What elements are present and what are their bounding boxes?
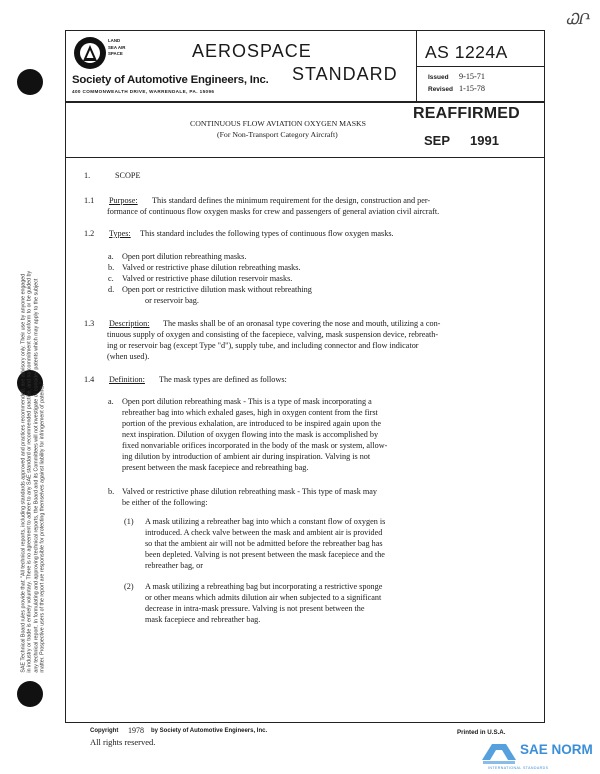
section-number: 1.4 — [84, 375, 95, 384]
paragraph-line: present between the mask facepiece and rebreathing bag. — [122, 463, 309, 472]
paragraph-line: decrease in intra-mask pressure. Valving is not present between the — [145, 604, 365, 613]
issued-label: Issued — [428, 74, 449, 81]
title-standard: STANDARD — [292, 64, 398, 84]
list-marker: d. — [108, 285, 115, 294]
rights-reserved: All rights reserved. — [90, 737, 156, 747]
side-notice — [20, 133, 45, 673]
section-number: 1.3 — [84, 319, 95, 328]
sae-logo — [73, 36, 107, 70]
doc-subtitle: (For Non-Transport Category Aircraft) — [217, 130, 338, 139]
copyright-year: 1978 — [128, 726, 144, 735]
paragraph-line: or other means which admits dilution air when subjected to a significant — [145, 593, 382, 602]
section-label: Definition: — [109, 375, 145, 384]
society-name: Society of Automotive Engineers, Inc. — [72, 74, 269, 86]
sub-list-marker: (1) — [124, 517, 134, 526]
list-item-continuation: or reservoir bag. — [145, 296, 199, 305]
side-notice-line: matter. Prospective users of the report are responsible for protecting themselves against liability for infringement of patents." — [39, 382, 46, 673]
paragraph-line: mask facepiece and rebreather bag. — [145, 615, 261, 624]
handwritten-mark: ᏇՐ — [566, 12, 591, 28]
reaffirmed-year: 1991 — [470, 133, 499, 148]
title-divider — [65, 157, 545, 158]
side-notice-line: in industry or trade is entirely voluntary. There is no agreement to adhere to any SAE standard or recommended practice, and no commitment to conform to or be guided by — [26, 270, 33, 673]
copyright-owner: by Society of Automotive Engineers, Inc. — [151, 728, 268, 734]
watermark-brand: SAE NORM — [520, 742, 593, 757]
list-item: Open port dilution rebreathing masks. — [122, 252, 247, 261]
paragraph-line: be either of the following: — [122, 498, 208, 507]
paragraph-line: fixed nonvariable orifices incorporated in the body of the mask or system, allow- — [122, 441, 388, 450]
paragraph-line: so that the ambient air will not be admitted before the rebreather bag has — [145, 539, 383, 548]
paragraph-line: A mask utilizing a rebreathing bag but incorporating a restrictive sponge — [145, 582, 383, 591]
issued-date: 9-15-71 — [459, 72, 485, 81]
paragraph-line: The masks shall be of an oronasal type covering the nose and mouth, utilizing a con- — [163, 319, 441, 328]
paragraph-line: next inspiration. Dilution of oxygen flowing into the mask is accomplished by — [122, 430, 379, 439]
side-notice-line: any technical report. In formulating and approving technical reports, the Board and its Committees will not investigate or consider patents which may apply to the subject — [33, 278, 39, 673]
paragraph-line: A mask utilizing a rebreather bag into which a constant flow of oxygen is — [145, 517, 386, 526]
reaffirmed-stamp: REAFFIRMED — [413, 105, 520, 122]
sae-logo-icon — [73, 36, 107, 70]
title-aerospace: AEROSPACE — [192, 41, 312, 61]
paragraph-line: tinuous supply of oxygen and consisting of the facepiece, valving, mask suspension device, rebreath- — [107, 330, 439, 339]
list-item: Valved or restrictive phase dilution rebreathing masks. — [122, 263, 301, 272]
list-item: Open port or restrictive dilution mask without rebreathing — [122, 285, 312, 294]
logo-tagline: LAND SEA AIR SPACE — [108, 38, 126, 56]
paragraph-line: (when used). — [107, 352, 150, 361]
paragraph-line: Valved or restrictive phase dilution rebreathing mask - This type of mask may — [122, 487, 377, 496]
watermark-logo — [480, 740, 598, 772]
doc-title: CONTINUOUS FLOW AVIATION OXYGEN MASKS — [190, 119, 367, 128]
revised-label: Revised — [428, 86, 453, 93]
paragraph-line: ing dilution by introduction of ambient air during inspiration. Valving is not — [122, 452, 371, 461]
watermark-caption: INTERNATIONAL STANDARDS — [488, 766, 549, 770]
section-label: Types: — [109, 229, 131, 238]
paragraph-line: rebreather bag, or — [145, 561, 203, 570]
section-number: 1.2 — [84, 229, 95, 238]
paragraph-line: rebreather bag into which exhaled gases, high in oxygen content from the first — [122, 408, 378, 417]
sub-list-marker: (2) — [124, 582, 134, 591]
list-marker: b. — [108, 263, 115, 272]
paragraph-line: The mask types are defined as follows: — [159, 375, 287, 384]
copyright-label: Copyright — [90, 728, 119, 734]
society-address: 400 COMMONWEALTH DRIVE, WARRENDALE, PA. 15096 — [72, 89, 215, 94]
reaffirmed-month: SEP — [424, 133, 451, 148]
paragraph-line: Open port dilution rebreathing mask - This is a type of mask incorporating a — [122, 397, 372, 406]
header-divider — [65, 101, 545, 103]
punch-hole-bottom — [17, 681, 43, 707]
section-label: Description: — [109, 319, 150, 328]
paragraph-line: been depleted. Valving is not present between the mask facepiece and the — [145, 550, 385, 559]
list-marker: a. — [108, 252, 114, 261]
side-notice-line: SAE Technical Board rules provide that: "All technical reports, including standards approved and practices recommended, are advisory only. Their use by anyone engaged — [20, 273, 27, 673]
revised-date: 1-15-78 — [459, 84, 485, 93]
doc-number: AS 1224A — [425, 42, 508, 62]
paragraph-line: This standard defines the minimum requirement for the design, construction and per- — [152, 196, 431, 205]
doc-number-divider — [416, 66, 544, 67]
section-number: 1. — [84, 171, 91, 180]
list-marker: b. — [108, 487, 115, 496]
section-number: 1.1 — [84, 196, 95, 205]
punch-hole-top — [17, 69, 43, 95]
paragraph-line: portion of the previous exhalation, are introduced to be inspired again upon the — [122, 419, 381, 428]
section-label: Purpose: — [109, 196, 138, 205]
list-marker: c. — [108, 274, 114, 283]
paragraph-line: formance of continuous flow oxygen masks for crew and passengers of general aviation civil aircraft. — [107, 207, 440, 216]
list-item: Valved or restrictive phase dilution reservoir masks. — [122, 274, 293, 283]
sae-watermark-icon — [480, 740, 518, 766]
paragraph-line: This standard includes the following types of continuous flow oxygen masks. — [140, 229, 394, 238]
paragraph-line: ing or reservoir bag (except Type "d"), supply tube, and including connector and flow indicator — [107, 341, 419, 350]
section-title: SCOPE — [115, 171, 141, 180]
paragraph-line: introduced. A check valve between the mask and ambient air is provided — [145, 528, 383, 537]
printed-in: Printed in U.S.A. — [457, 729, 506, 736]
list-marker: a. — [108, 397, 114, 406]
